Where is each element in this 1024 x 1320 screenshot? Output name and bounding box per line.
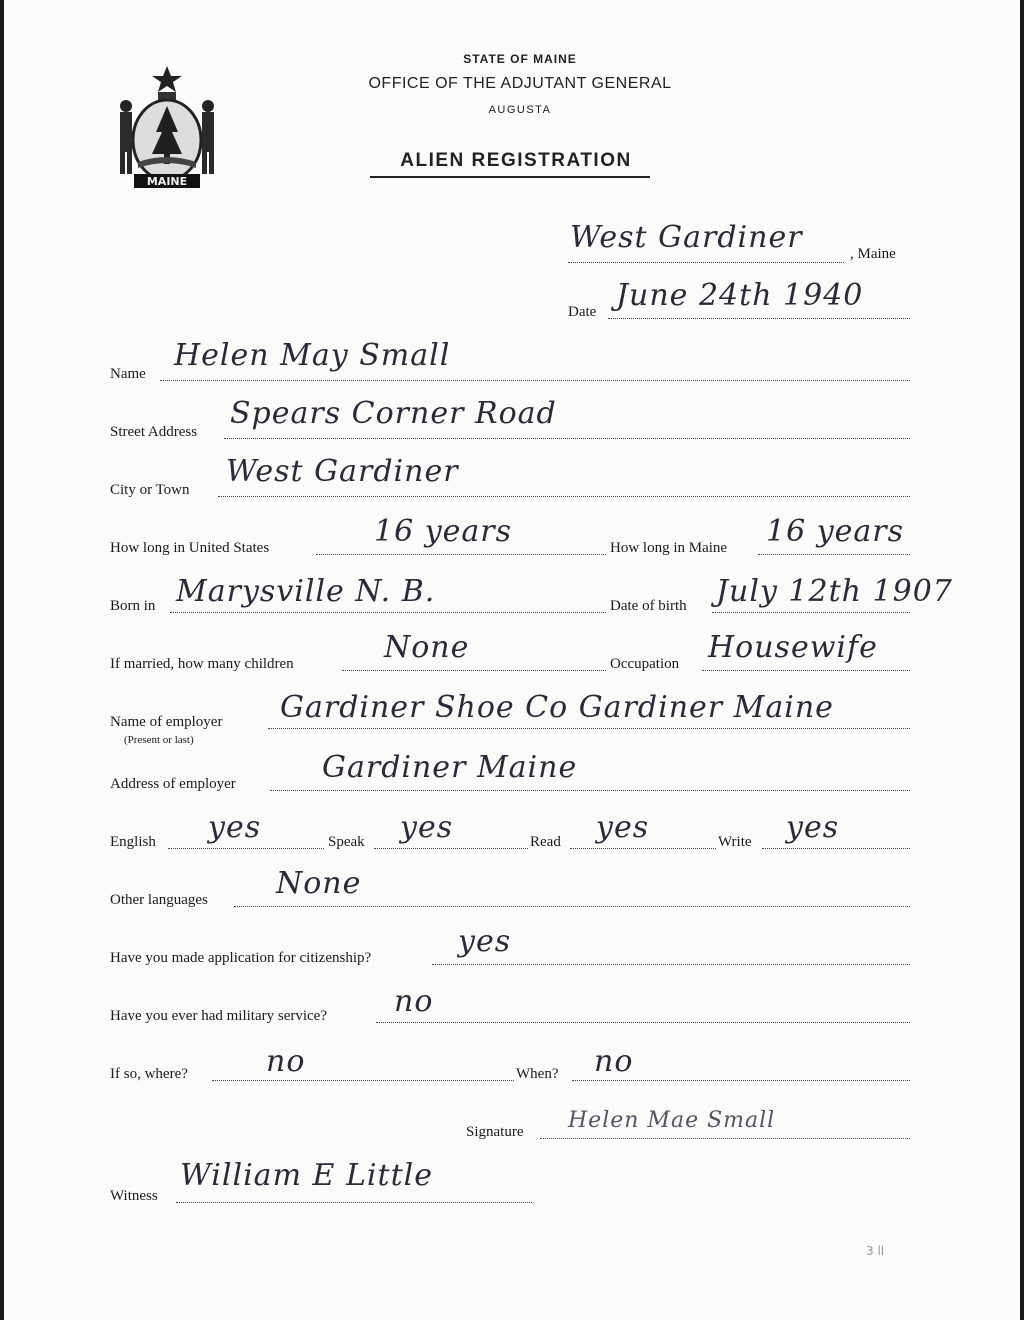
witness-value[interactable]: William E Little: [180, 1158, 433, 1193]
military-value[interactable]: no: [394, 984, 434, 1019]
date-of-birth-line: [712, 612, 910, 613]
other-languages-label: Other languages: [110, 892, 208, 908]
name-line: [160, 380, 910, 381]
write-label: Write: [718, 834, 752, 850]
state-heading: STATE OF MAINE: [463, 52, 577, 66]
city-heading: AUGUSTA: [488, 104, 552, 116]
children-line: [342, 670, 606, 671]
employer-note: (Present or last): [124, 734, 194, 746]
occupation-value[interactable]: Housewife: [708, 630, 878, 665]
when-label: When?: [516, 1066, 559, 1082]
english-line: [168, 848, 324, 849]
english-value[interactable]: yes: [208, 810, 262, 845]
speak-label: Speak: [328, 834, 365, 850]
employer-line: [268, 728, 910, 729]
city-or-town-label: City or Town: [110, 482, 190, 498]
born-in-line: [170, 612, 606, 613]
street-address-line: [224, 438, 910, 439]
military-line: [376, 1022, 910, 1023]
read-value[interactable]: yes: [596, 810, 650, 845]
city-or-town-value[interactable]: West Gardiner: [226, 454, 459, 489]
how-long-maine-label: How long in Maine: [610, 540, 728, 556]
date-label: Date: [568, 304, 597, 320]
born-in-label: Born in: [110, 598, 156, 614]
born-in-value[interactable]: Marysville N. B.: [176, 574, 436, 609]
where-line: [212, 1080, 514, 1081]
speak-value[interactable]: yes: [400, 810, 454, 845]
date-of-birth-label: Date of birth: [610, 598, 687, 614]
occupation-line: [702, 670, 910, 671]
maine-label: , Maine: [850, 246, 896, 262]
citizenship-value[interactable]: yes: [458, 924, 512, 959]
how-long-us-value[interactable]: 16 years: [374, 514, 513, 549]
date-value[interactable]: June 24th 1940: [616, 278, 864, 313]
occupation-label: Occupation: [610, 656, 680, 672]
signature-value[interactable]: Helen Mae Small: [568, 1108, 776, 1133]
signature-label: Signature: [466, 1124, 524, 1140]
witness-label: Witness: [110, 1188, 158, 1204]
street-address-label: Street Address: [110, 424, 198, 440]
signature-line: [540, 1138, 910, 1139]
read-label: Read: [530, 834, 561, 850]
employer-address-label: Address of employer: [110, 776, 236, 792]
how-long-us-label: How long in United States: [110, 540, 270, 556]
other-languages-line: [234, 906, 910, 907]
other-languages-value[interactable]: None: [276, 866, 362, 901]
english-label: English: [110, 834, 156, 850]
name-value[interactable]: Helen May Small: [174, 338, 451, 373]
citizenship-line: [432, 964, 910, 965]
where-label: If so, where?: [110, 1066, 188, 1082]
witness-line: [176, 1202, 532, 1203]
date-line: [608, 318, 910, 319]
write-line: [762, 848, 910, 849]
registration-form: [4, 0, 1020, 1320]
how-long-maine-line: [758, 554, 910, 555]
town-value[interactable]: West Gardiner: [570, 220, 803, 255]
employer-address-value[interactable]: Gardiner Maine: [322, 750, 578, 785]
employer-value[interactable]: Gardiner Shoe Co Gardiner Maine: [280, 690, 834, 725]
write-value[interactable]: yes: [786, 810, 840, 845]
street-address-value[interactable]: Spears Corner Road: [230, 396, 557, 431]
corner-stamp: 3 ll: [866, 1244, 885, 1258]
when-line: [572, 1080, 910, 1081]
when-value[interactable]: no: [594, 1044, 634, 1079]
where-value[interactable]: no: [266, 1044, 306, 1079]
form-title: ALIEN REGISTRATION: [400, 150, 632, 171]
city-or-town-line: [218, 496, 910, 497]
military-label: Have you ever had military service?: [110, 1008, 327, 1024]
name-label: Name: [110, 366, 146, 382]
employer-address-line: [270, 790, 910, 791]
town-line: [568, 262, 844, 263]
title-underline: [370, 176, 650, 178]
office-heading: OFFICE OF THE ADJUTANT GENERAL: [368, 75, 672, 92]
read-line: [570, 848, 716, 849]
seal-banner-text: MAINE: [146, 175, 188, 188]
employer-label: Name of employer: [110, 714, 223, 730]
children-value[interactable]: None: [384, 630, 470, 665]
how-long-maine-value[interactable]: 16 years: [766, 514, 905, 549]
date-of-birth-value[interactable]: July 12th 1907: [716, 574, 953, 609]
how-long-us-line: [316, 554, 606, 555]
citizenship-label: Have you made application for citizenship?: [110, 950, 372, 966]
speak-line: [374, 848, 528, 849]
children-label: If married, how many children: [110, 656, 294, 672]
